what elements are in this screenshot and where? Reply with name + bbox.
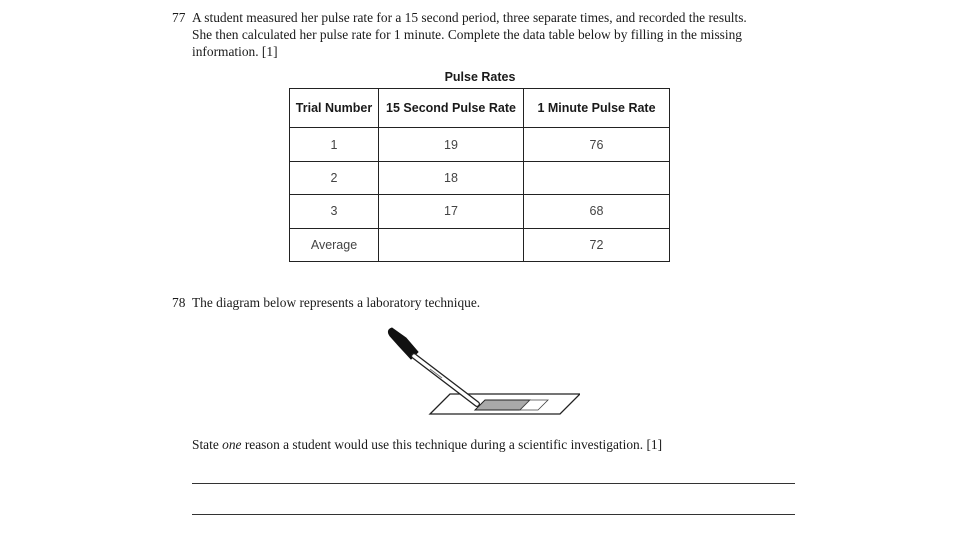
emphasis-one: one (222, 437, 242, 452)
answer-line[interactable] (192, 483, 795, 484)
cell-1-minute-blank[interactable] (524, 161, 670, 194)
dropper-slide-illustration (380, 322, 580, 432)
header-15-second-rate: 15 Second Pulse Rate (379, 89, 524, 128)
cell-1-minute: 68 (524, 195, 670, 228)
question-77-number: 77 (172, 10, 186, 25)
table-row (290, 195, 670, 228)
header-1-minute-rate: 1 Minute Pulse Rate (524, 89, 670, 128)
answer-line[interactable] (192, 514, 795, 515)
cell-15-second: 18 (379, 161, 524, 194)
cell-15-second: 19 (379, 128, 524, 161)
question-77-line-1: A student measured her pulse rate for a 15 second period, three separate times, and recorded the results. (192, 10, 747, 25)
table-row (290, 161, 670, 194)
table-title: Pulse Rates (444, 70, 516, 84)
cell-trial: 3 (290, 195, 379, 228)
question-78-prompt: State one reason a student would use this technique during a scientific investigation. [1] (192, 437, 663, 452)
cell-1-minute-average: 72 (524, 228, 670, 261)
table-row (290, 228, 670, 261)
question-77-line-2: She then calculated her pulse rate for 1 minute. Complete the data table below by filling in the missing (192, 27, 742, 42)
question-77-line-3: information. [1] (192, 44, 278, 59)
question-78-number: 78 (172, 295, 186, 310)
cell-trial: 1 (290, 128, 379, 161)
question-78 (172, 295, 480, 311)
table-row (290, 128, 670, 161)
cell-15-second-average-blank[interactable] (379, 228, 524, 261)
cell-average-label: Average (290, 228, 379, 261)
cell-15-second: 17 (379, 195, 524, 228)
pulse-rates-table (289, 88, 670, 262)
table-header-row (290, 89, 670, 128)
header-trial-number: Trial Number (290, 89, 379, 128)
cell-trial: 2 (290, 161, 379, 194)
question-78-text: The diagram below represents a laboratory technique. (192, 295, 481, 310)
cell-1-minute: 76 (524, 128, 670, 161)
question-77 (172, 9, 802, 60)
